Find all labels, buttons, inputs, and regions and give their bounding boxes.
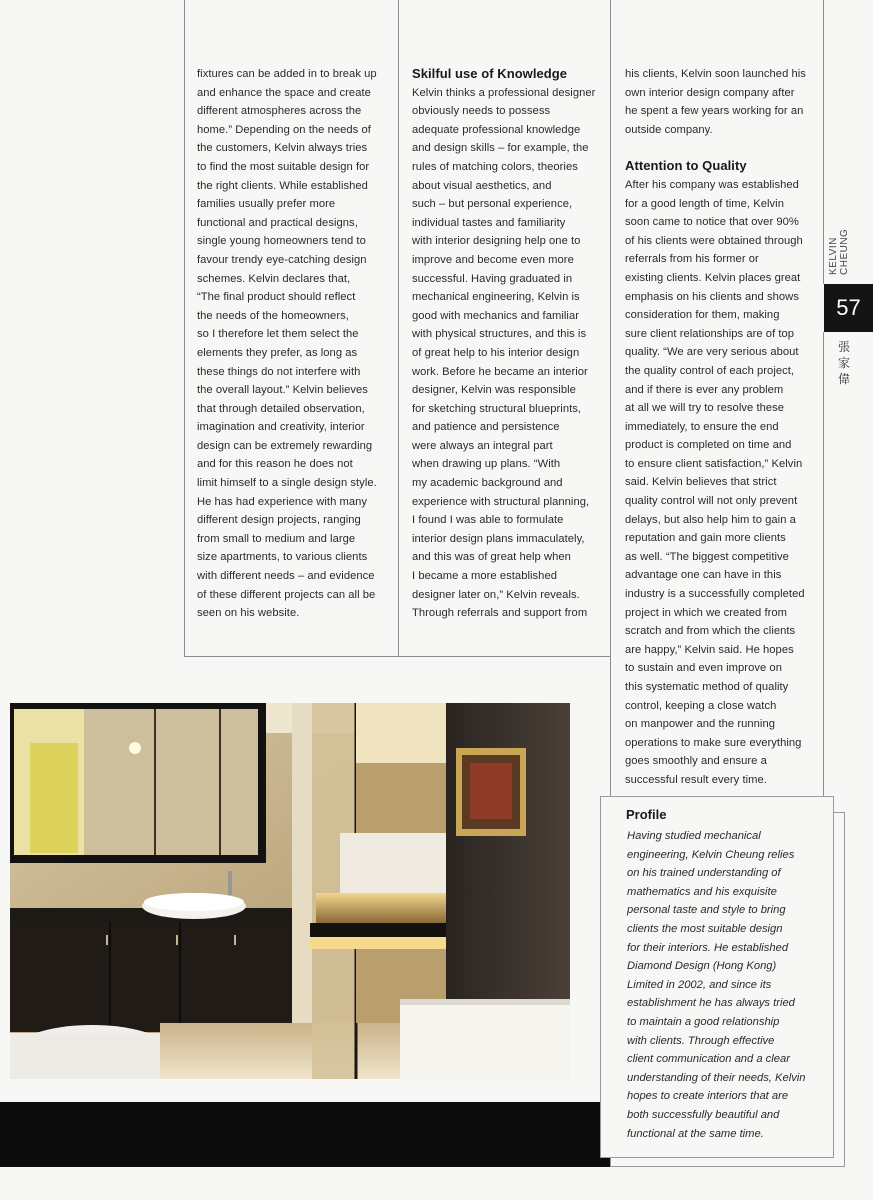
column-rule-1 [184,0,185,657]
body-text-line: successful result every time. [625,773,767,786]
body-text-line: fixtures can be added in to break up [197,68,377,80]
cjk-char-2: 家 [838,356,851,370]
text-column-3 [625,65,806,790]
body-text-line: on manpower and the running [625,718,775,731]
page-number: 57 [824,284,873,332]
body-text-line: design can be extremely rewarding [197,439,373,452]
body-text-line: adequate professional knowledge [412,123,581,136]
body-text-line: to sustain and even improve on [625,662,782,675]
body-text-line: for a good length of time, Kelvin [625,197,784,210]
body-text-line: designer later on,” Kelvin reveals. [412,588,580,601]
body-text-line: from small to medium and large [197,532,356,545]
body-text-line: I found I was able to formulate [412,514,564,527]
body-text-line: rules of matching colors, theories [412,160,578,173]
body-text-line: these things do not interfere with [197,365,361,378]
column-bottom-rule [184,656,611,657]
body-text-line: “The final product should reflect [197,291,356,304]
body-text-line: that through detailed observation, [197,402,365,415]
profile-text-line: engineering, Kelvin Cheung relies [627,848,795,861]
body-text-line: industry is a successfully completed [625,588,805,601]
profile-text-line: both successfully beautiful and [627,1108,780,1121]
body-text-line: work. Before he became an interior [412,365,588,378]
body-text-line: good with mechanics and familiar [412,309,580,322]
body-text-line: my academic background and [412,477,563,490]
body-text-line: designer, Kelvin was responsible [412,384,576,397]
cjk-char-3: 偉 [838,372,851,386]
body-text-line: families usually prefer more [197,198,336,211]
body-text-line: I became a more established [412,570,558,583]
body-text-line: goes smoothly and ensure a [625,755,767,768]
body-text-line: project in which we created from [625,606,788,619]
body-text-line: quality control will not only prevent [625,495,798,508]
profile-text-line: with clients. Through effective [627,1034,775,1047]
body-text-line: said. Kelvin believes that strict [625,476,777,489]
profile-text-line: mathematics and his exquisite [627,885,777,898]
body-text-line: obviously needs to possess [412,105,551,118]
body-text-line: successful. Having graduated in [412,272,573,285]
body-text-line: with interior designing help one to [412,235,581,248]
body-text-line: reputation and gain more clients [625,532,786,545]
body-text-line: After his company was established [625,178,799,191]
body-text-line: at all we will try to resolve these [625,402,785,415]
body-text-line: soon came to notice that over 90% [625,216,799,229]
body-text-line: are happy,” Kelvin said. He hopes [625,643,794,656]
body-text-line: the needs of the homeowners, [197,309,349,322]
profile-text-line: to maintain a good relationship [627,1015,780,1028]
body-text-line: with different needs – and evidence [197,570,375,583]
body-text-line: about visual aesthetics, and [412,179,552,192]
body-text-line: referrals from his former or [625,253,759,266]
body-text-line: own interior design company after [625,86,795,99]
interior-photo [10,703,570,1079]
profile-text-line: clients the most suitable design [627,922,783,935]
body-text-line: existing clients. Kelvin places great [625,271,801,284]
body-text-line: mechanical engineering, Kelvin is [412,291,580,304]
body-text-line: consideration for them, making [625,309,780,322]
body-text-line: product is completed on time and [625,439,792,452]
author-first-name: KELVIN [828,237,839,275]
body-text-line: and this was of great help when [412,551,571,564]
body-text-line: so I therefore let them select the [197,328,359,341]
body-text-line: individual tastes and familiarity [412,216,566,229]
body-text-line: this systematic method of quality [625,681,789,693]
body-text-line: of great help to his interior design [412,346,580,359]
body-text-line: of these different projects can all be [197,588,376,601]
body-text-line: scratch and from which the clients [625,625,796,638]
body-text-line: and if there is ever any problem [625,383,784,396]
body-text-line: control, keeping a close watch [625,699,777,712]
heading-attention-quality: Attention to Quality [625,158,747,174]
profile-text-line: on his trained understanding of [627,867,781,880]
body-text-line: he spent a few years working for an [625,105,804,118]
body-text-line: operations to make sure everything [625,736,802,749]
body-text-line: advantage one can have in this [625,569,782,582]
body-text-line: as well. “The biggest competitive [625,550,789,563]
body-text-line: different design projects, ranging [197,514,361,527]
profile-text-line: establishment he has always tried [627,997,795,1010]
body-text-line: experience with structural planning, [412,495,590,508]
body-text-line: improve and become even more [412,253,574,266]
body-text-line: Kelvin thinks a professional designer [412,86,596,99]
heading-skilful-use: Skilful use of Knowledge [412,66,568,81]
profile-text-line: Diamond Design (Hong Kong) [627,960,777,973]
text-column-2 [412,65,595,623]
profile-text-line: personal taste and style to bring [627,904,786,917]
profile-heading: Profile [626,807,667,822]
body-text-line: when drawing up plans. “With [412,458,561,471]
body-text-line: the overall layout.” Kelvin believes [197,384,368,397]
body-text-line: interior design plans immaculately, [412,532,585,545]
column-rule-2 [398,0,399,657]
body-text-line: sure client relationships are of top [625,327,795,340]
body-text-line: different atmospheres across the [197,105,362,118]
body-text-line: and for this reason he does not [197,458,353,471]
body-text-line: size apartments, to various clients [197,551,368,564]
body-text-line: the right clients. While established [197,179,368,192]
column-rule-4 [823,0,824,284]
profile-text-line: functional at the same time. [627,1127,764,1140]
profile-box [600,796,834,1158]
body-text-line: for sketching structural blueprints, [412,402,582,415]
profile-text-line: client communication and a clear [627,1053,790,1066]
body-text-line: of his clients were obtained through [625,234,803,247]
body-text-line: and enhance the space and create [197,86,371,99]
text-column-1 [197,65,377,623]
body-text-line: home.” Depending on the needs of [197,123,371,136]
body-text-line: immediately, to ensure the end [625,420,779,433]
body-text-line: to find the most suitable design for [197,160,370,173]
profile-text-line: understanding of their needs, Kelvin [627,1071,806,1084]
profile-text-line: Having studied mechanical [627,830,761,842]
sidebar-author-name [828,228,850,275]
profile-text-line: for their interiors. He established [627,941,789,954]
body-text-line: the quality control of each project, [625,364,795,377]
cjk-char-1: 張 [838,340,851,354]
body-text-line: functional and practical designs, [197,216,358,229]
body-text-line: and design skills – for example, the [412,142,589,155]
body-text-line: limit himself to a single design style. [197,477,377,490]
profile-text-line: hopes to create interiors that are [627,1090,789,1103]
body-text-line: Through referrals and support from [412,607,588,620]
profile-text-line: Limited in 2002, and since its [627,978,772,991]
body-text-line: schemes. Kelvin declares that, [197,272,351,285]
body-text-line: He has had experience with many [197,495,368,508]
body-text-line: and patience and persistence [412,421,560,434]
column-rule-4b [823,332,824,796]
body-text-line: such – but personal experience, [412,198,573,211]
body-text-line: were always an integral part [412,439,553,452]
body-text-line: outside company. [625,123,713,136]
profile-text [627,827,806,1143]
footer-black-band [0,1102,612,1167]
body-text-line: favour trendy eye-catching design [197,253,367,266]
body-text-line: the customers, Kelvin always tries [197,142,368,155]
body-text-line: single young homeowners tend to [197,235,366,248]
body-text-line: his clients, Kelvin soon launched his [625,68,806,80]
author-chinese-name [838,339,852,387]
body-text-line: elements they prefer, as long as [197,346,358,359]
body-text-line: imagination and creativity, interior [197,421,365,434]
body-text-line: delays, but also help him to gain a [625,513,796,526]
body-text-line: seen on his website. [197,607,300,620]
body-text-line: quality. “We are very serious about [625,346,799,359]
body-text-line: with physical structures, and this is [412,328,587,341]
body-text-line: to ensure client satisfaction,” Kelvin [625,457,803,470]
body-text-line: emphasis on his clients and shows [625,290,799,303]
column-rule-3 [610,0,611,796]
author-last-name: CHEUNG [838,228,850,275]
